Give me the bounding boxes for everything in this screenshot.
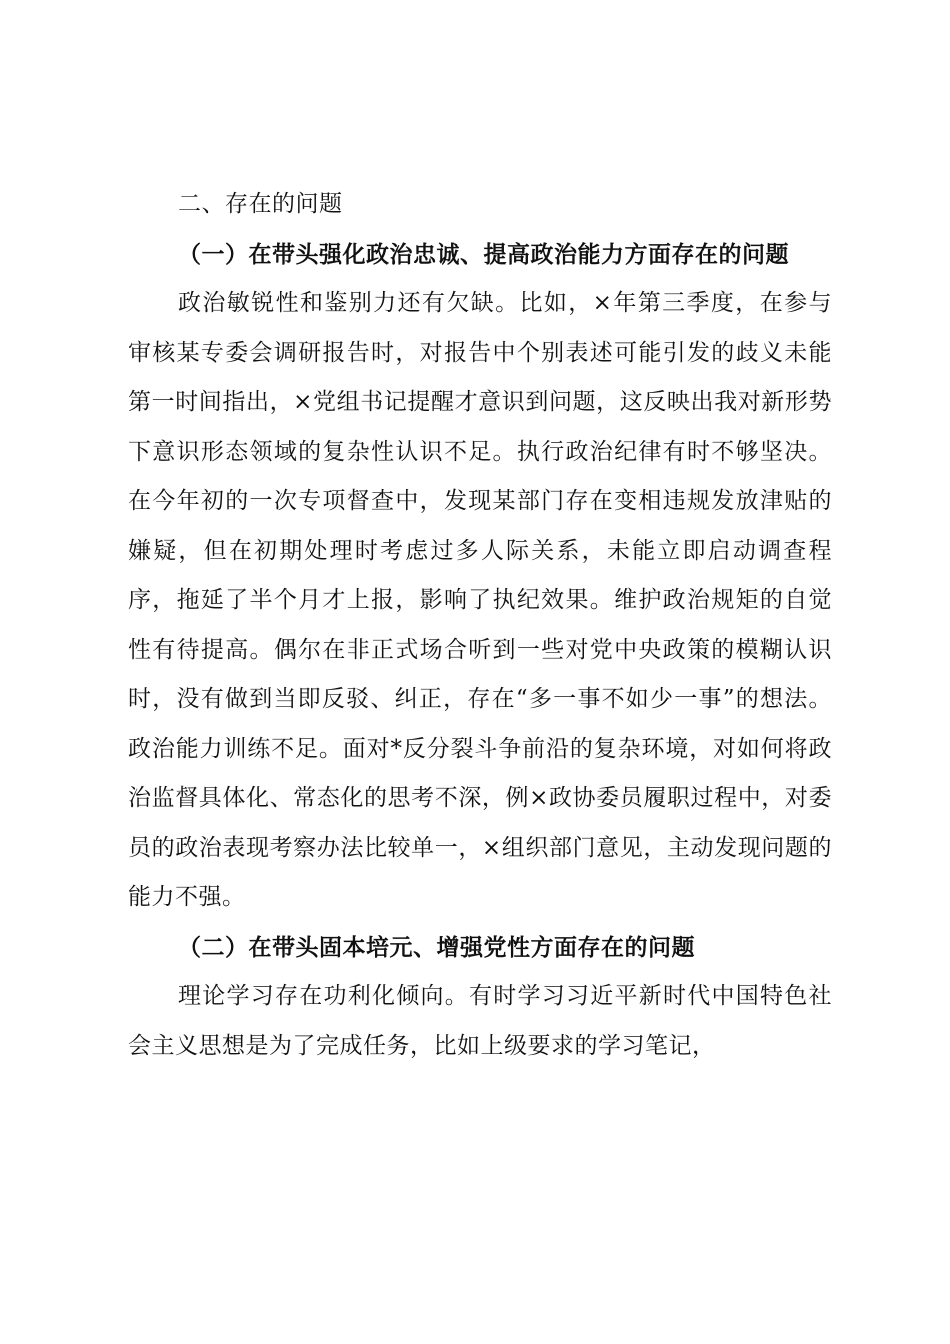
section-title: 二、存在的问题 bbox=[178, 191, 343, 217]
subsection-title-2: （二）在带头固本培元、增强党性方面存在的问题 bbox=[178, 933, 695, 961]
body-paragraph-2: 理论学习存在功利化倾向。有时学习习近平新时代中国特色社会主义思想是为了完成任务，比如上级要求的学习笔记， bbox=[128, 983, 832, 1059]
document-content bbox=[128, 180, 832, 1071]
subsection-title-1: （一）在带头强化政治忠诚、提高政治能力方面存在的问题 bbox=[178, 240, 789, 268]
body-paragraph-1: 政治敏锐性和鉴别力还有欠缺。比如，×年第三季度，在参与审核某专委会调研报告时，对报告中个别表述可能引发的歧义未能第一时间指出，×党组书记提醒才意识到问题，这反映出我对新形势下意识形态领域的复杂性认识不足。执行政治纪律有时不够坚决。在今年初的一次专项督查中，发现某部门存在变相违规发放津贴的嫌疑，但在初期处理时考虑过多人际关系，未能立即启动调查程序，拖延了半个月才上报，影响了执纪效果。维护政治规矩的自觉性有待提高。偶尔在非正式场合听到一些对党中央政策的模糊认识时，没有做到当即反驳、纠正，存在“多一事不如少一事”的想法。政治能力训练不足。面对*反分裂斗争前沿的复杂环境，对如何将政治监督具体化、常态化的思考不深，例×政协委员履职过程中，对委员的政治表现考察办法比较单一，×组织部门意见，主动发现问题的能力不强。 bbox=[128, 290, 832, 910]
